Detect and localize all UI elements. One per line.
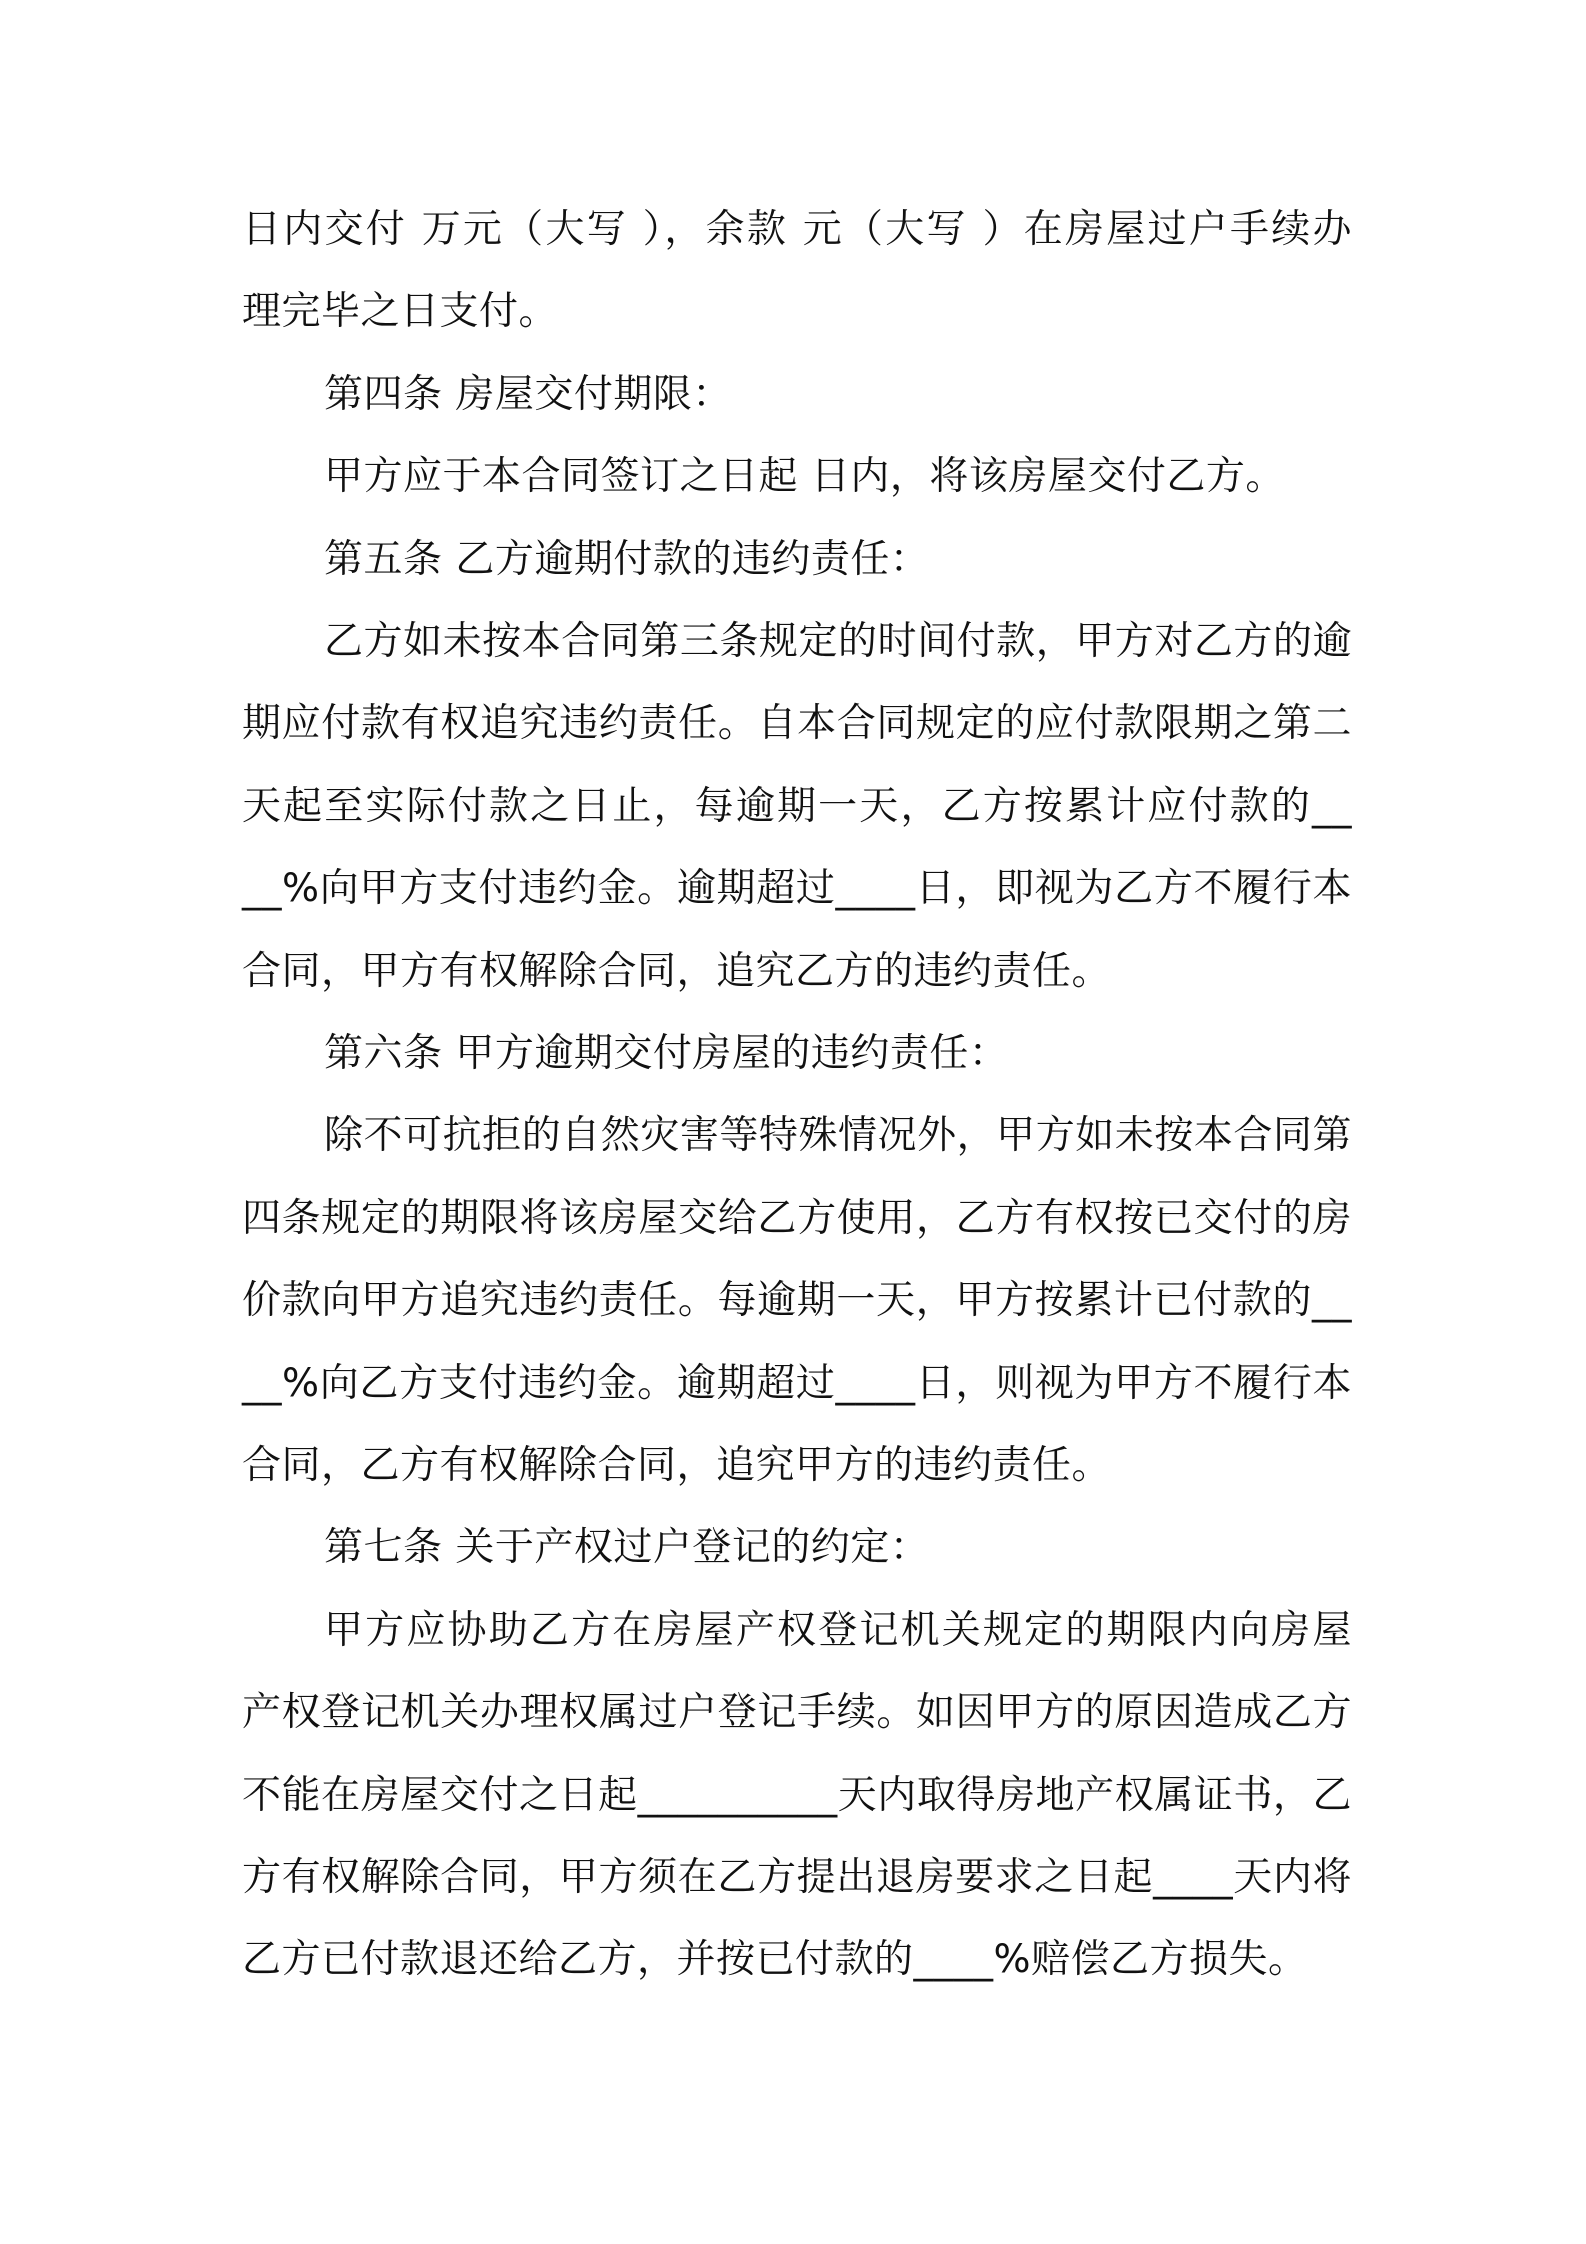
text-line: 价款向甲方追究违约责任。每逾期一天，甲方按累计已付款的__ xyxy=(242,1278,1352,1323)
text-line: 第五条 乙方逾期付款的违约责任： xyxy=(324,537,930,582)
text-line: 甲方应于本合同签订之日起 日内，将该房屋交付乙方。 xyxy=(324,454,1285,499)
text-line: 第七条 关于产权过户登记的约定： xyxy=(324,1525,930,1570)
text-line: 乙方如未按本合同第三条规定的时间付款，甲方对乙方的逾 xyxy=(324,619,1352,664)
text-line: 方有权解除合同，甲方须在乙方提出退房要求之日起____天内将 xyxy=(242,1855,1352,1900)
text-line: 不能在房屋交付之日起__________天内取得房地产权属证书，乙 xyxy=(242,1773,1352,1818)
text-line: 天起至实际付款之日止，每逾期一天，乙方按累计应付款的__ xyxy=(242,784,1352,829)
text-line: 除不可抗拒的自然灾害等特殊情况外，甲方如未按本合同第 xyxy=(324,1113,1352,1158)
text-line: __%向乙方支付违约金。逾期超过____日，则视为甲方不履行本 xyxy=(242,1361,1352,1406)
text-line: 理完毕之日支付。 xyxy=(242,289,559,334)
text-line: 乙方已付款退还给乙方，并按已付款的____%赔偿乙方损失。 xyxy=(242,1937,1308,1982)
text-line: 第六条 甲方逾期交付房屋的违约责任： xyxy=(324,1031,1009,1076)
text-line: 期应付款有权追究违约责任。自本合同规定的应付款限期之第二 xyxy=(242,701,1352,746)
text-line: 产权登记机关办理权属过户登记手续。如因甲方的原因造成乙方 xyxy=(242,1690,1352,1735)
text-line: 日内交付 万元（大写 ），余款 元（大写 ）在房屋过户手续办 xyxy=(242,207,1352,252)
text-line: 四条规定的期限将该房屋交给乙方使用，乙方有权按已交付的房 xyxy=(242,1196,1352,1241)
text-line: 合同，甲方有权解除合同，追究乙方的违约责任。 xyxy=(242,949,1112,994)
text-line: 第四条 房屋交付期限： xyxy=(324,372,732,417)
text-line: __%向甲方支付违约金。逾期超过____日，即视为乙方不履行本 xyxy=(242,866,1352,911)
text-line: 合同，乙方有权解除合同，追究甲方的违约责任。 xyxy=(242,1443,1112,1488)
text-line: 甲方应协助乙方在房屋产权登记机关规定的期限内向房屋 xyxy=(324,1608,1352,1653)
